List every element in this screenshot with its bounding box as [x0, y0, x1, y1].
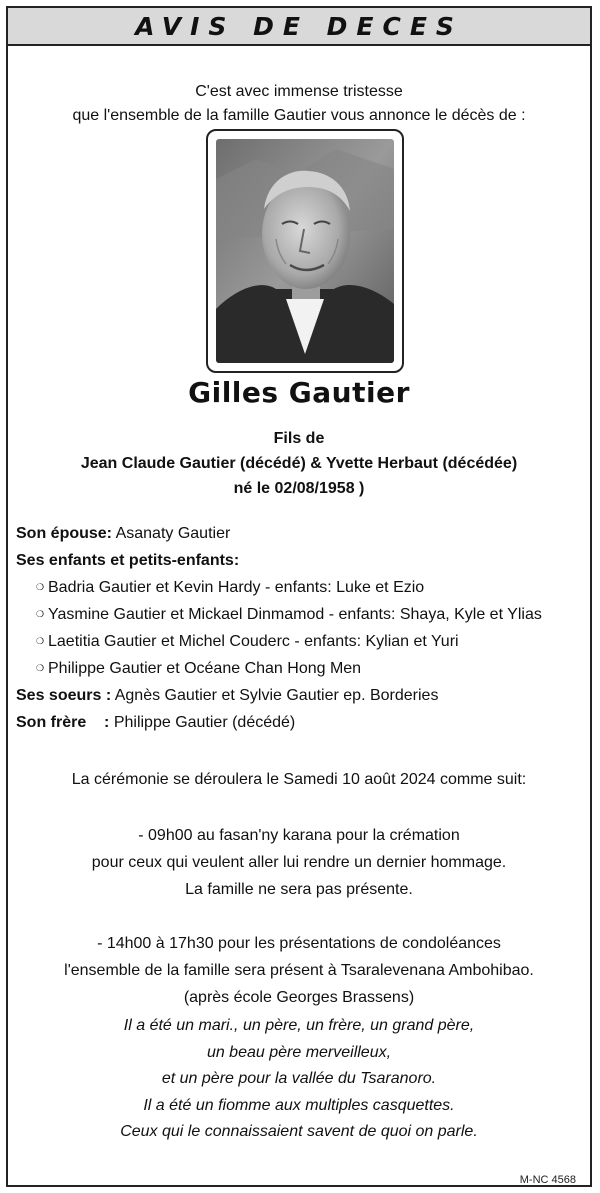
tribute-line: un beau père merveilleux,: [206, 1043, 392, 1061]
brother-label: Son frère :: [16, 714, 110, 731]
notice-title: AVIS DE DECES: [135, 11, 463, 41]
ceremony-line: La famille ne sera pas présente.: [185, 881, 413, 898]
parents-names: Jean Claude Gautier (décédé) & Yvette Herbaut (décédée): [80, 455, 518, 472]
reference-code: M-NC 4568: [519, 1174, 576, 1186]
sisters-row: [16, 682, 586, 709]
ceremony-morning: [8, 822, 590, 903]
tribute-line: Il a été un fiomme aux multiples casquettes.: [143, 1096, 455, 1114]
intro-text: [8, 80, 590, 128]
parents-block: [8, 426, 590, 501]
spouse-row: [16, 520, 586, 547]
header-band: [8, 8, 590, 46]
list-item: [16, 655, 586, 682]
bullet-icon: ❍: [36, 636, 45, 646]
fils-de-label: Fils de: [273, 430, 325, 447]
ceremony-line: - 09h00 au fasan'ny karana pour la crémation: [138, 827, 460, 844]
child-entry: Laetitia Gautier et Michel Couderc - enfants: Kylian et Yuri: [48, 633, 459, 650]
child-entry: Philippe Gautier et Océane Chan Hong Men: [48, 660, 362, 677]
spouse-name: Asanaty Gautier: [115, 525, 231, 542]
tribute-line: et un père pour la vallée du Tsaranoro.: [161, 1070, 437, 1087]
brother-row: [16, 709, 586, 736]
bullet-icon: ❍: [36, 609, 45, 619]
intro-line: C'est avec immense tristesse: [195, 83, 403, 100]
ceremony-afternoon: [8, 930, 590, 1011]
sisters-names: Agnès Gautier et Sylvie Gautier ep. Borderies: [114, 687, 439, 704]
portrait-photo: [216, 139, 394, 363]
ceremony-line: pour ceux qui veulent aller lui rendre un dernier hommage.: [91, 854, 507, 871]
spouse-label: Son épouse:: [16, 525, 113, 542]
tribute-text: [8, 1013, 590, 1146]
intro-line: que l'ensemble de la famille Gautier vous annonce le décès de :: [72, 107, 526, 124]
ceremony-line: l'ensemble de la famille sera présent à Tsaralevenana Ambohibao.: [64, 962, 534, 979]
bullet-icon: ❍: [36, 663, 45, 673]
children-label: Ses enfants et petits-enfants:: [16, 552, 240, 569]
brother-name: Philippe Gautier (décédé): [113, 714, 296, 731]
deceased-name: Gilles Gautier: [188, 376, 410, 409]
bullet-icon: ❍: [36, 582, 45, 592]
tribute-line: Il a été un mari., un père, un frère, un grand père,: [123, 1017, 475, 1034]
child-entry: Yasmine Gautier et Mickael Dinmamod - enfants: Shaya, Kyle et Ylias: [48, 606, 542, 623]
birth-date: né le 02/08/1958 ): [233, 480, 365, 497]
ceremony-line: - 14h00 à 17h30 pour les présentations de condoléances: [97, 935, 501, 952]
sisters-label: Ses soeurs :: [16, 687, 112, 704]
list-item: [16, 628, 586, 655]
portrait-frame: [206, 129, 404, 373]
ceremony-line: (après école Georges Brassens): [183, 989, 415, 1006]
notice-frame: [6, 6, 592, 1187]
list-item: [16, 601, 586, 628]
ceremony-intro: La cérémonie se déroulera le Samedi 10 août 2024 comme suit:: [71, 771, 527, 788]
tribute-line: Ceux qui le connaissaient savent de quoi on parle.: [120, 1123, 478, 1140]
list-item: [16, 574, 586, 601]
family-list: [16, 520, 586, 736]
child-entry: Badria Gautier et Kevin Hardy - enfants: Luke et Ezio: [48, 579, 425, 596]
